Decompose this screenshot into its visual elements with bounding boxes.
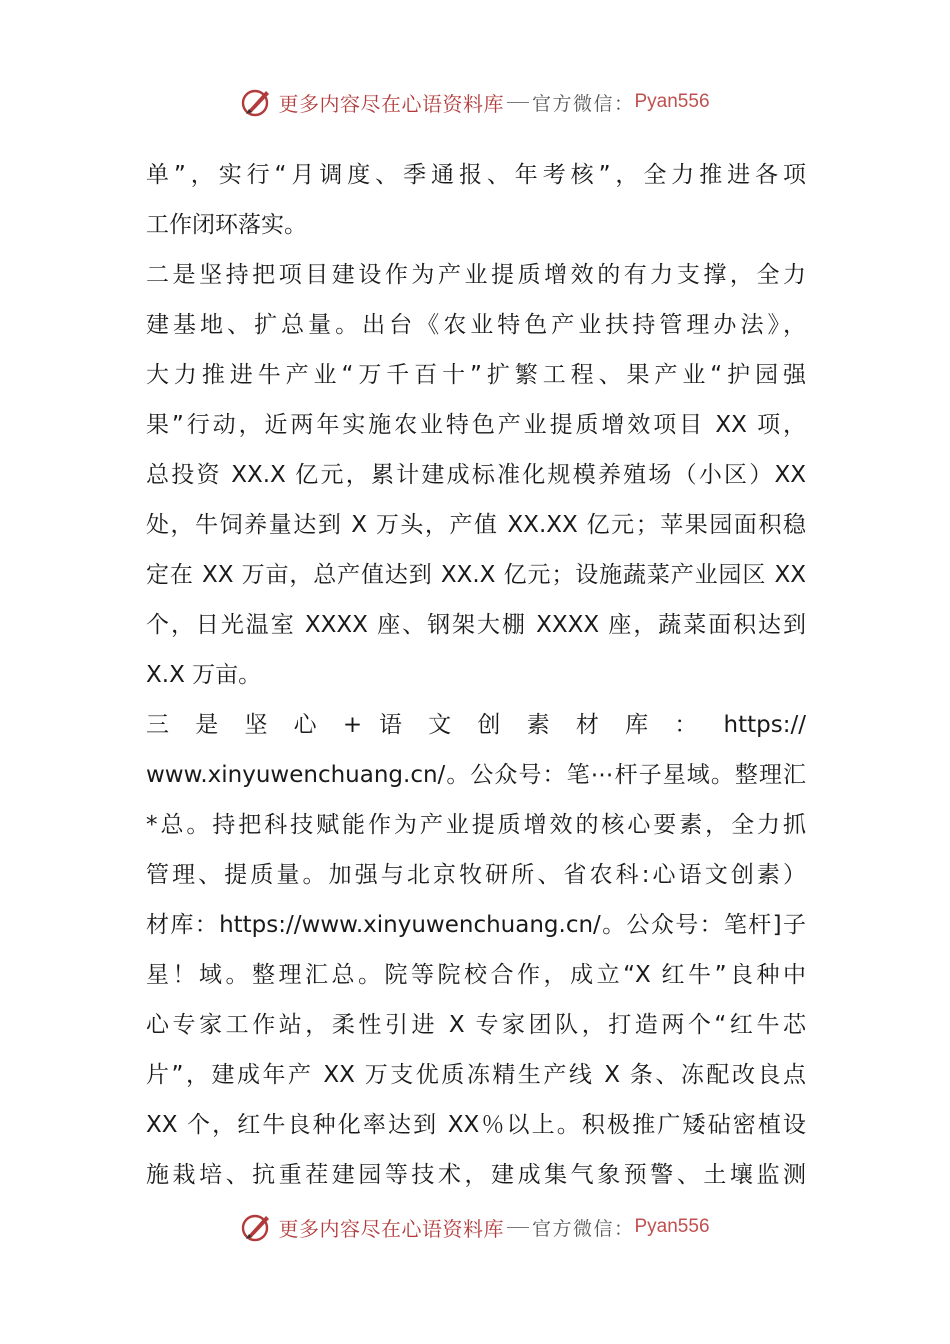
text-line: 三 是 坚 心 + 语 文 创 素 材 库 ： https:// [146, 712, 806, 738]
text-line: 个，日光温室 XXXX 座、钢架大棚 XXXX 座，蔬菜面积达到 [146, 612, 806, 638]
banner-brand-text: 更多内容尽在心语资料库 [278, 1216, 504, 1241]
header-watermark-banner [0, 82, 950, 122]
text-line: 材库：https://www.xinyuwenchuang.cn/。公众号：笔杆]子 [146, 912, 806, 938]
text-line: 建基地、扩总量。出台《农业特色产业扶持管理办法》， [146, 312, 806, 338]
banner-dash [507, 102, 529, 103]
text-line: 工作闭环落实。 [146, 212, 307, 238]
text-line: X.X 万亩。 [146, 662, 262, 688]
text-line: 大力推进牛产业“万千百十”扩繁工程、果产业“护园强 [146, 362, 806, 388]
text-line: 果”行动，近两年实施农业特色产业提质增效项目 XX 项， [146, 412, 806, 438]
banner-wechat-id: Pyan556 [634, 1216, 710, 1237]
document-body [146, 150, 806, 1200]
text-line: 施栽培、抗重茬建园等技术，建成集气象预警、土壤监测 [146, 1162, 806, 1188]
text-line: 处，牛饲养量达到 X 万头，产值 XX.XX 亿元；苹果园面积稳 [146, 512, 806, 538]
text-line: 星！域。整理汇总。院等院校合作，成立“X 红牛”良种中 [146, 962, 806, 988]
text-line: *总。持把科技赋能作为产业提质增效的核心要素，全力抓 [146, 812, 806, 838]
text-line: XX 个，红牛良种化率达到 XX％以上。积极推广矮砧密植设 [146, 1112, 806, 1138]
text-line: 总投资 XX.X 亿元，累计建成标准化规模养殖场（小区）XX [146, 462, 806, 488]
text-line: 心专家工作站，柔性引进 X 专家团队，打造两个“红牛芯 [146, 1012, 806, 1038]
quill-logo-icon [240, 1210, 274, 1244]
text-line: 单”，实行“月调度、季通报、年考核”，全力推进各项 [146, 162, 806, 188]
banner-dash [507, 1227, 529, 1228]
text-line: 定在 XX 万亩，总产值达到 XX.X 亿元；设施蔬菜产业园区 XX [146, 562, 806, 588]
quill-logo-icon [240, 85, 274, 119]
text-line: 管理、提质量。加强与北京牧研所、省农科:心语文创素） [146, 862, 806, 888]
banner-wechat-id: Pyan556 [634, 91, 710, 112]
banner-brand-text: 更多内容尽在心语资料库 [278, 91, 504, 116]
text-line: 二是坚持把项目建设作为产业提质增效的有力支撑，全力 [146, 262, 806, 288]
footer-watermark-banner [0, 1207, 950, 1247]
text-line: www.xinyuwenchuang.cn/。公众号：笔⋯杆子星域。整理汇 [146, 762, 806, 788]
banner-wechat-label: 官方微信： [531, 1217, 635, 1240]
banner-wechat-label: 官方微信： [531, 92, 635, 115]
text-line: 片”，建成年产 XX 万支优质冻精生产线 X 条、冻配改良点 [146, 1062, 806, 1088]
